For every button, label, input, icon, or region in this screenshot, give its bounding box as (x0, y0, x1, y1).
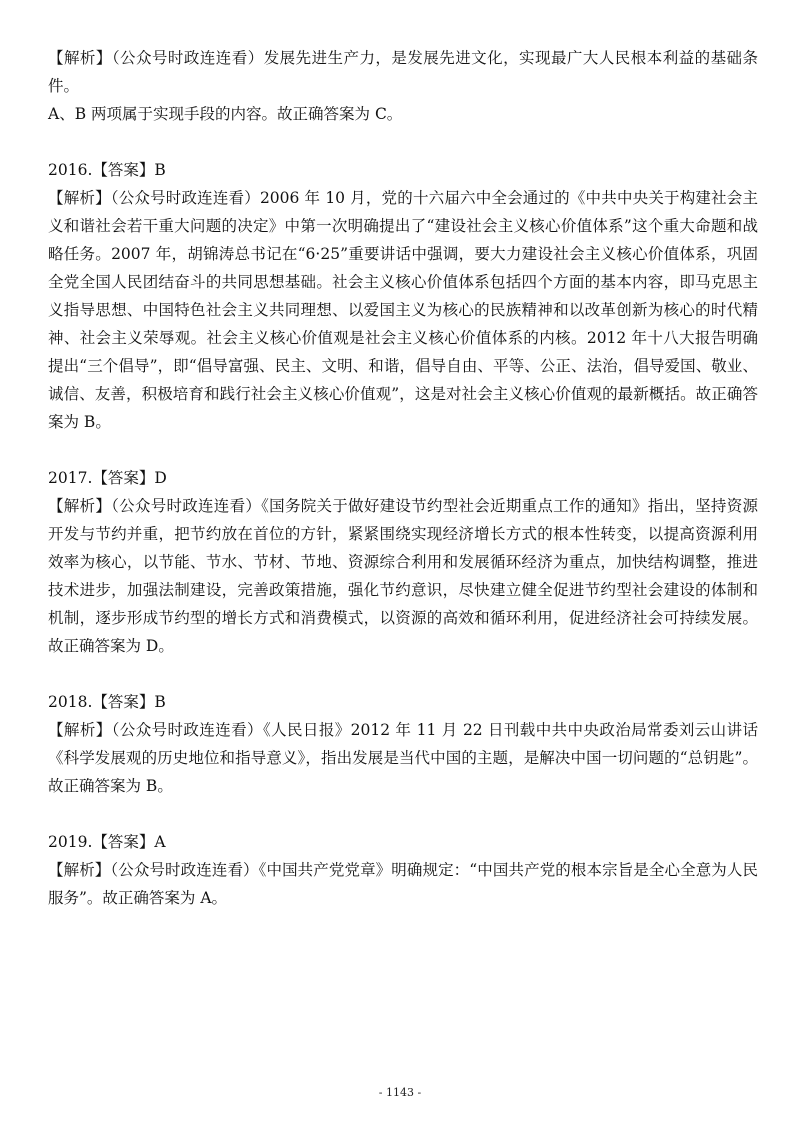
answer-heading: 2016.【答案】B (48, 161, 166, 179)
block-spacer (48, 800, 758, 828)
answer-heading: 2017.【答案】D (48, 469, 167, 487)
analysis-text: 【解析】（公众号时政连连看）《人民日报》2012 年 11 月 22 日刊载中共中央政治局常委刘云山讲话《科学发展观的历史地位和指导意义》，指出发展是当代中国的主题，是解决中国一切问题的“总钥匙”。故正确答案为 B。 (48, 721, 758, 795)
block-spacer (48, 436, 758, 464)
answer-block-2017 (48, 464, 758, 660)
analysis-text: A、B 两项属于实现手段的内容。故正确答案为 C。 (48, 105, 403, 123)
analysis-text: 【解析】（公众号时政连连看）2006 年 10 月，党的十六届六中全会通过的《中共中央关于构建社会主义和谐社会若干重大问题的决定》中第一次明确提出了“建设社会主义核心价值体系”这个重大命题和战略任务。2007 年，胡锦涛总书记在“6·25”重要讲话中强调，要大力建设社会主义核心价值体系，巩固全党全国人民团结奋斗的共同思想基础。社会主义核心价值体系包括四个方面的基本内容，即马克思主义指导思想、中国特色社会主义共同理想、以爱国主义为核心的民族精神和以改革创新为核心的时代精神、社会主义荣辱观。社会主义核心价值观是社会主义核心价值体系的内核。2012 年十八大报告明确提出“三个倡导”，即“倡导富强、民主、文明、和谐，倡导自由、平等、公正、法治，倡导爱国、敬业、诚信、友善，积极培育和践行社会主义核心价值观”，这是对社会主义核心价值观的最新概括。故正确答案为 B。 (48, 189, 758, 431)
answer-block-2015 (48, 44, 758, 128)
block-spacer (48, 128, 758, 156)
answer-block-2018 (48, 688, 758, 800)
answer-heading: 2018.【答案】B (48, 693, 166, 711)
page-number: - 1143 - (378, 1086, 422, 1099)
analysis-text: 【解析】（公众号时政连连看）《中国共产党党章》明确规定：“中国共产党的根本宗旨是全心全意为人民服务”。故正确答案为 A。 (48, 861, 758, 907)
block-spacer (48, 660, 758, 688)
answer-block-2019 (48, 828, 758, 912)
document-body (48, 44, 758, 912)
answer-block-2016 (48, 156, 758, 436)
answer-heading: 2019.【答案】A (48, 833, 166, 851)
analysis-text: 【解析】（公众号时政连连看）发展先进生产力，是发展先进文化，实现最广大人民根本利益的基础条件。 (48, 49, 758, 95)
analysis-text: 【解析】（公众号时政连连看）《国务院关于做好建设节约型社会近期重点工作的通知》指出，坚持资源开发与节约并重，把节约放在首位的方针，紧紧围绕实现经济增长方式的根本性转变，以提高资源利用效率为核心，以节能、节水、节材、节地、资源综合利用和发展循环经济为重点，加快结构调整，推进技术进步，加强法制建设，完善政策措施，强化节约意识，尽快建立健全促进节约型社会建设的体制和机制，逐步形成节约型的增长方式和消费模式，以资源的高效和循环利用，促进经济社会可持续发展。故正确答案为 D。 (48, 497, 758, 655)
